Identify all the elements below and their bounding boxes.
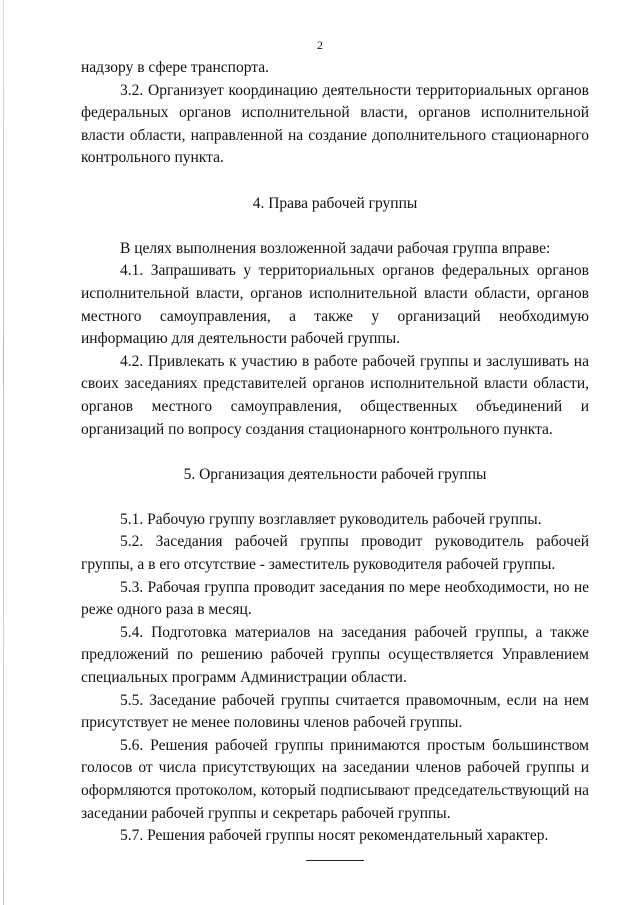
clause-3-2: 3.2. Организует координацию деятельности территориальных органов федеральных органов исполнительной власти, органов исполнительной власти области, направленной на создание дополнительного стационарного контрольного пункта. [81, 81, 589, 167]
document-body [81, 57, 589, 861]
spacer [81, 486, 589, 509]
section-4-intro: В целях выполнения возложенной задачи рабочая группа вправе: [120, 239, 551, 257]
section-4-heading: 4. Права рабочей группы [252, 194, 418, 212]
clause-5-4: 5.4. Подготовка материалов на заседания рабочей группы, а также предложений по решению рабочей группы осуществляется Управлением специальных программ Администрации области. [81, 623, 589, 687]
clause-5-6: 5.6. Решения рабочей группы принимаются простым большинством голосов от числа присутствующих на заседании членов рабочей группы и оформляются протоколом, который подписывают председательствующий на заседании рабочей группы и секретарь рабочей группы. [81, 736, 589, 822]
clause-5-7: 5.7. Решения рабочей группы носят рекомендательный характер. [120, 827, 549, 845]
clause-4-1: 4.1. Запрашивать у территориальных органов федеральных органов исполнительной власти, органов исполнительной власти области, органов местного самоуправления, а также у организаций необходимую информацию для деятельности рабочей группы. [81, 262, 589, 348]
scan-edge [3, 0, 4, 905]
intro-fragment: надзору в сфере транспорта. [81, 59, 269, 76]
clause-5-5: 5.5. Заседание рабочей группы считается правомочным, если на нем присутствует не менее половины членов рабочей группы. [81, 691, 589, 732]
section-5-heading: 5. Организация деятельности рабочей группы [183, 465, 487, 483]
clause-5-1: 5.1. Рабочую группу возглавляет руководитель рабочей группы. [120, 510, 542, 528]
clause-5-3: 5.3. Рабочая группа проводит заседания по мере необходимости, но не реже одного раза в месяц. [81, 578, 589, 619]
spacer [81, 441, 589, 464]
spacer [81, 170, 589, 193]
clause-5-2: 5.2. Заседания рабочей группы проводит руководитель рабочей группы, а в его отсутствие - заместитель руководителя рабочей группы. [81, 533, 589, 574]
page-number: 2 [317, 38, 323, 52]
clause-4-2: 4.2. Привлекать к участию в работе рабочей группы и заслушивать на своих заседаниях представителей органов исполнительной власти области, органов местного самоуправления, общественных объединений и организаций по вопросу создания стационарного контрольного пункта. [81, 352, 589, 438]
end-of-document-line [306, 860, 364, 861]
spacer [81, 215, 589, 238]
